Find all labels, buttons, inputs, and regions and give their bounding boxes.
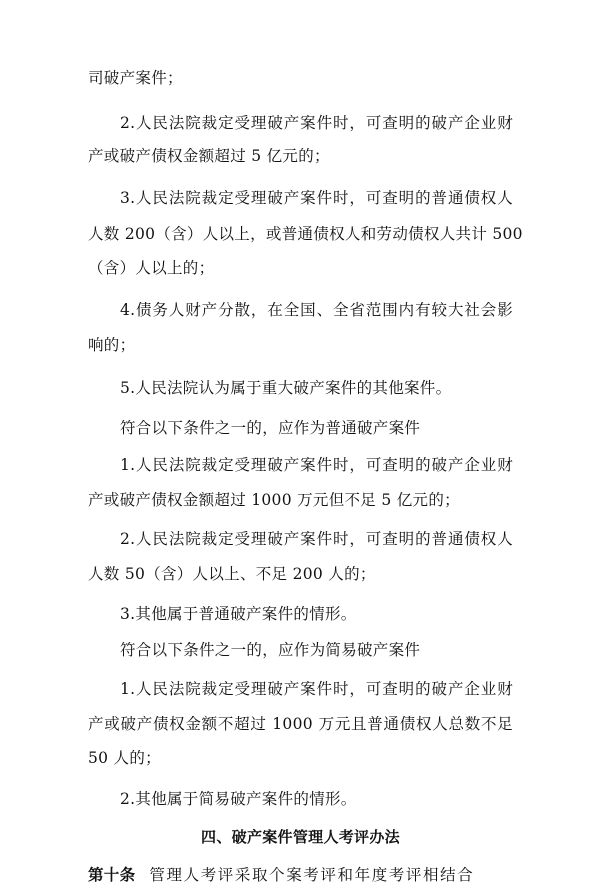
- text-line: 5.人民法院认为属于重大破产案件的其他案件。: [120, 379, 452, 397]
- text-line: 产或破产债权金额超过 5 亿元的；: [88, 147, 330, 165]
- text-line: 产或破产债权金额超过 1000 万元但不足 5 亿元的；: [88, 491, 460, 509]
- text-line: 符合以下条件之一的，应作为普通破产案件: [120, 419, 421, 437]
- text-line: 4.债务人财产分散，在全国、全省范围内有较大社会影: [120, 301, 513, 319]
- text-line: 人数 50（含）人以上、不足 200 人的；: [88, 565, 376, 583]
- text-line: 3.人民法院裁定受理破产案件时，可查明的普通债权人: [120, 189, 513, 207]
- section-heading: 四、破产案件管理人考评办法: [201, 828, 400, 846]
- text-line: 符合以下条件之一的，应作为简易破产案件: [120, 641, 421, 659]
- text-line: （含）人以上的；: [88, 259, 215, 277]
- text-line: 1.人民法院裁定受理破产案件时，可查明的破产企业财: [120, 680, 513, 698]
- text-line: 3.其他属于普通破产案件的情形。: [120, 605, 357, 623]
- text-line: 人数 200（含）人以上，或普通债权人和劳动债权人共计 500: [88, 225, 523, 243]
- article-text: 管理人考评采取个案考评和年度考评相结合: [149, 866, 475, 884]
- article-line: [88, 865, 513, 885]
- text-line: 2.人民法院裁定受理破产案件时，可查明的破产企业财: [120, 114, 513, 132]
- text-line: 50 人的；: [88, 749, 161, 767]
- text-line: 司破产案件；: [88, 69, 183, 87]
- text-line: 1.人民法院裁定受理破产案件时，可查明的破产企业财: [120, 456, 513, 474]
- text-line: 响的；: [88, 336, 136, 354]
- article-label: 第十条: [88, 866, 136, 884]
- text-line: 2.人民法院裁定受理破产案件时，可查明的普通债权人: [120, 530, 513, 548]
- text-line: 2.其他属于简易破产案件的情形。: [120, 790, 357, 808]
- text-line: 产或破产债权金额不超过 1000 万元且普通债权人总数不足: [88, 715, 513, 733]
